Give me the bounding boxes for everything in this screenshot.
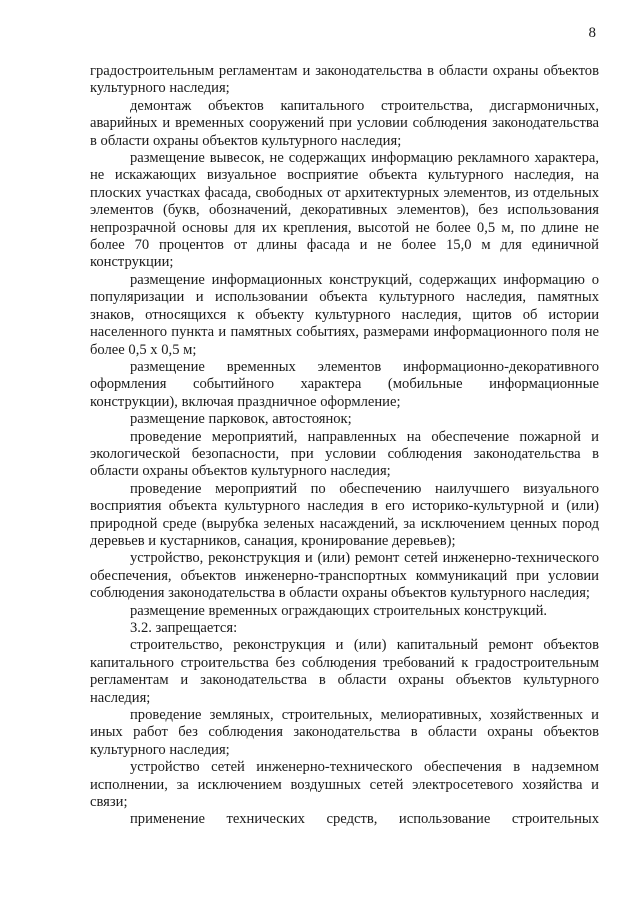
list-item-temporary-fences: размещение временных ограждающих строительных конструкций. — [130, 602, 548, 619]
document-body — [90, 63, 599, 829]
paragraph-continuation: градостроительным регламентам и законодательства в области охраны объектов культурного наследия; — [90, 63, 599, 97]
list-item-dismantling: демонтаж объектов капитального строительства, дисгармоничных, аварийных и временных сооружений при условии соблюдения законодательства в области охраны объектов культурного наследия; — [90, 97, 599, 149]
list-item-earthworks-prohibited: проведение земляных, строительных, мелиоративных, хозяйственных и иных работ без соблюдения законодательства в области охраны объектов культурного наследия; — [90, 707, 599, 758]
list-item-temporary-decor: размещение временных элементов информационно-декоративного оформления событийного характера (мобильные информационные конструкции), включая праздничное оформление; — [90, 358, 599, 410]
list-item-parking: размещение парковок, автостоянок; — [130, 411, 352, 428]
list-item-construction-prohibited: строительство, реконструкция и (или) капитальный ремонт объектов капитального строительства без соблюдения требований к градостроительным регламентам и законодательства в области охраны объектов культурного наследия; — [90, 637, 599, 706]
list-item-signage: размещение вывесок, не содержащих информацию рекламного характера, не искажающих визуальное восприятие объекта культурного наследия, на плоских участках фасада, свободных от архитектурных элементов, из отдельных элементов (букв, обозначений, декоративных элементов), без использования непрозрачной основы для их крепления, высотой не более 0,5 м, по длине не более 70 процентов от длины фасада и не более 15,0 м для единичной конструкции; — [90, 150, 599, 271]
section-heading-prohibited: 3.2. запрещается: — [130, 620, 238, 636]
list-item-fire-safety: проведение мероприятий, направленных на обеспечение пожарной и экологической безопасности, при условии соблюдения законодательства в области охраны объектов культурного наследия; — [90, 428, 599, 480]
list-item-visual-perception: проведение мероприятий по обеспечению наилучшего визуального восприятия объекта культурного наследия в его историко-культурной и (или) природной среде (вырубка зеленых насаждений, за исключением ценных пород деревьев и кустарников, санация, кронирование деревьев); — [90, 480, 599, 549]
list-item-technical-means: применение технических средств, использование строительных — [130, 811, 599, 828]
page-number: 8 — [588, 25, 596, 41]
list-item-utility-networks: устройство, реконструкция и (или) ремонт сетей инженерно-технического обеспечения, объектов инженерно-транспортных коммуникаций при условии соблюдения законодательства в области охраны объектов культурного наследия; — [90, 550, 599, 602]
list-item-info-structures: размещение информационных конструкций, содержащих информацию о популяризации и использовании объекта культурного наследия, памятных знаков, относящихся к объекту культурного наследия, щитов об истории населенного пункта и памятных событиях, размерами информационного поля не более 0,5 х 0,5 м; — [90, 271, 599, 358]
list-item-overhead-networks-prohibited: устройство сетей инженерно-технического обеспечения в надземном исполнении, за исключением воздушных сетей электросетевого хозяйства и связи; — [90, 759, 599, 811]
